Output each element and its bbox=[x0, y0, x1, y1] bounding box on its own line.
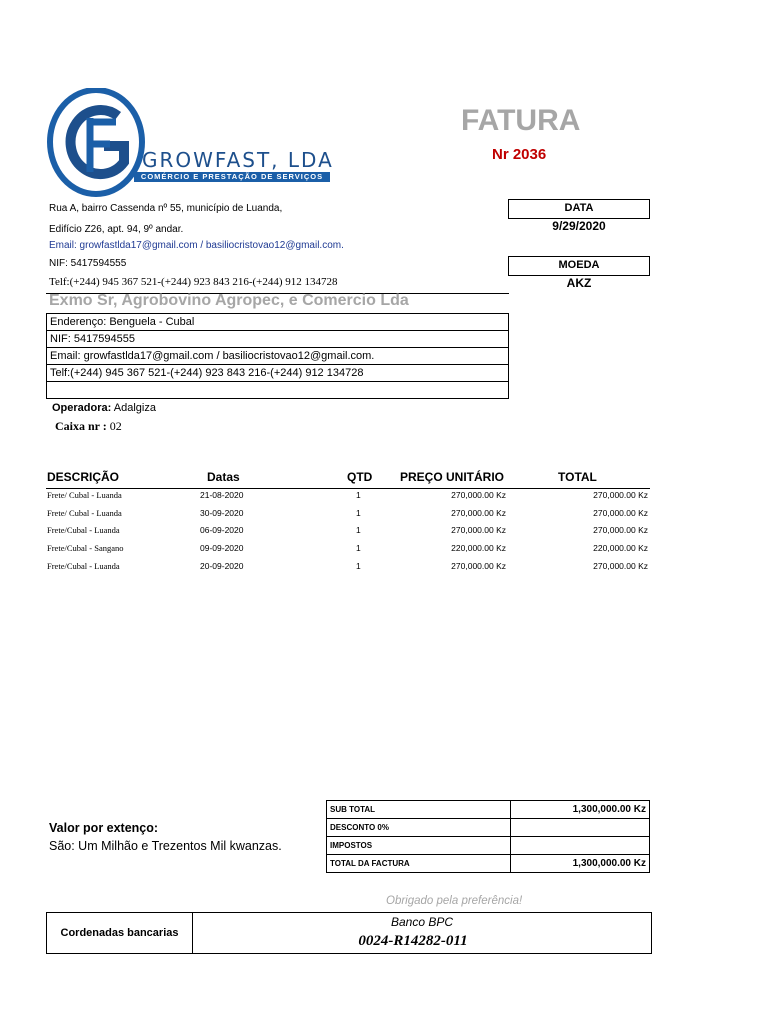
row-total: 270,000.00 Kz bbox=[593, 490, 648, 500]
operator-line bbox=[52, 402, 156, 414]
col-description: DESCRIÇÃO bbox=[47, 470, 120, 484]
amount-words-value: São: Um Milhão e Trezentos Mil kwanzas. bbox=[49, 839, 282, 853]
currency-value: AKZ bbox=[566, 276, 592, 290]
date-label: DATA bbox=[508, 199, 650, 219]
operator-label: Operadora: bbox=[52, 402, 112, 414]
table-row bbox=[46, 543, 650, 557]
row-qty: 1 bbox=[356, 525, 361, 535]
company-phone: Telf:(+244) 945 367 521-(+244) 923 843 216-(+244) 912 134728 bbox=[49, 276, 338, 288]
company-address-line2: Edifício Z26, apt. 94, 9º andar. bbox=[49, 224, 184, 235]
row-description: Frete/ Cubal - Luanda bbox=[47, 508, 122, 518]
bank-label: Cordenadas bancarias bbox=[47, 913, 193, 953]
brand-name: GROWFAST, LDA bbox=[142, 148, 334, 172]
table-row bbox=[46, 508, 650, 522]
row-date: 06-09-2020 bbox=[200, 525, 244, 535]
row-date: 20-09-2020 bbox=[200, 561, 244, 571]
bank-account: 0024-R14282-011 bbox=[358, 933, 468, 949]
row-date: 30-09-2020 bbox=[200, 508, 244, 518]
row-unit-price: 270,000.00 Kz bbox=[451, 490, 506, 500]
row-unit-price: 270,000.00 Kz bbox=[451, 508, 506, 518]
discount-label: DESCONTO 0% bbox=[327, 819, 511, 837]
row-description: Frete/Cubal - Luanda bbox=[47, 525, 120, 535]
row-qty: 1 bbox=[356, 561, 361, 571]
row-qty: 1 bbox=[356, 490, 361, 500]
items-table-header bbox=[46, 469, 650, 489]
row-qty: 1 bbox=[356, 508, 361, 518]
client-nif: NIF: 5417594555 bbox=[47, 331, 509, 348]
client-extra bbox=[47, 382, 509, 399]
col-total: TOTAL bbox=[558, 470, 597, 484]
row-unit-price: 270,000.00 Kz bbox=[451, 561, 506, 571]
company-email: Email: growfastlda17@gmail.com / basiliocristovao12@gmail.com. bbox=[49, 240, 344, 251]
row-date: 09-09-2020 bbox=[200, 543, 244, 553]
operator-value: Adalgiza bbox=[113, 402, 156, 414]
row-unit-price: 220,000.00 Kz bbox=[451, 543, 506, 553]
totals-table bbox=[326, 800, 650, 873]
row-total: 270,000.00 Kz bbox=[593, 561, 648, 571]
row-description: Frete/Cubal - Sangano bbox=[47, 543, 124, 553]
caixa-label: Caixa nr : bbox=[55, 419, 107, 433]
document-title: FATURA bbox=[461, 104, 581, 137]
row-description: Frete/ Cubal - Luanda bbox=[47, 490, 122, 500]
col-unit-price: PREÇO UNITÁRIO bbox=[400, 470, 505, 484]
row-total: 270,000.00 Kz bbox=[593, 525, 648, 535]
taxes-value bbox=[511, 837, 650, 855]
row-total: 220,000.00 Kz bbox=[593, 543, 648, 553]
taxes-label: IMPOSTOS bbox=[327, 837, 511, 855]
company-address-line1: Rua A, bairro Cassenda nº 55, município de Luanda, bbox=[49, 203, 283, 214]
col-dates: Datas bbox=[207, 470, 240, 484]
row-unit-price: 270,000.00 Kz bbox=[451, 525, 506, 535]
company-nif: NIF: 5417594555 bbox=[49, 258, 127, 269]
caixa-value: 02 bbox=[109, 419, 122, 433]
row-description: Frete/Cubal - Luanda bbox=[47, 561, 120, 571]
invoice-number: Nr 2036 bbox=[492, 146, 547, 163]
thanks-note: Obrigado pela preferência! bbox=[386, 895, 523, 907]
subtotal-label: SUB TOTAL bbox=[327, 801, 511, 819]
row-date: 21-08-2020 bbox=[200, 490, 244, 500]
total-value: 1,300,000.00 Kz bbox=[511, 855, 650, 873]
client-phone: Telf:(+244) 945 367 521-(+244) 923 843 216-(+244) 912 134728 bbox=[47, 365, 509, 382]
table-row bbox=[46, 525, 650, 539]
row-total: 270,000.00 Kz bbox=[593, 508, 648, 518]
date-value: 9/29/2020 bbox=[552, 219, 606, 233]
subtotal-value: 1,300,000.00 Kz bbox=[511, 801, 650, 819]
brand-tagline: COMÉRCIO E PRESTAÇÃO DE SERVIÇOS bbox=[134, 172, 330, 182]
client-address: Enderenço: Benguela - Cubal bbox=[47, 314, 509, 331]
row-qty: 1 bbox=[356, 543, 361, 553]
amount-words-label: Valor por extenço: bbox=[49, 821, 159, 835]
total-label: TOTAL DA FACTURA bbox=[327, 855, 511, 873]
currency-label: MOEDA bbox=[508, 256, 650, 276]
table-row bbox=[46, 490, 650, 504]
col-qty: QTD bbox=[347, 470, 373, 484]
bank-name: Banco BPC bbox=[390, 915, 454, 929]
bank-box bbox=[46, 912, 652, 954]
discount-value bbox=[511, 819, 650, 837]
caixa-line bbox=[55, 419, 122, 434]
client-name: Exmo Sr, Agrobovino Agropec, e Comercio Lda bbox=[49, 292, 409, 309]
client-details-table bbox=[46, 313, 509, 399]
client-email: Email: growfastlda17@gmail.com / basiliocristovao12@gmail.com. bbox=[47, 348, 509, 365]
table-row bbox=[46, 561, 650, 575]
